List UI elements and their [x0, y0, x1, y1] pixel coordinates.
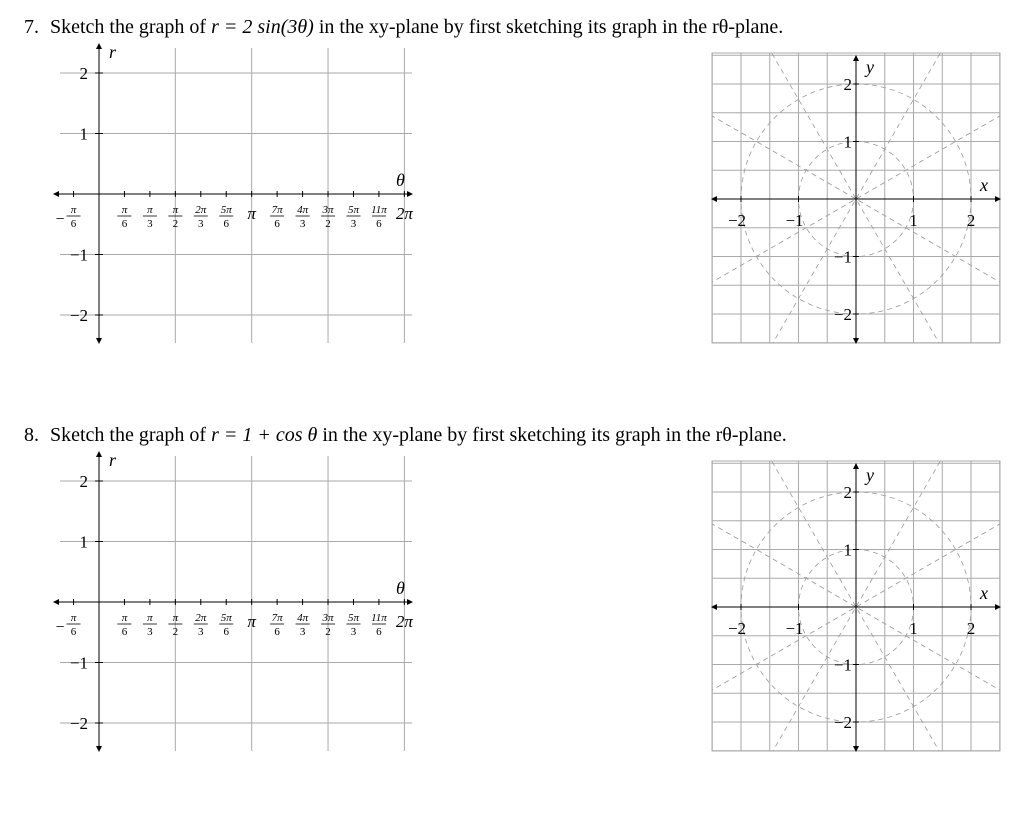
fraction-numerator: 7π: [271, 204, 283, 216]
fraction-denominator: 6: [376, 218, 382, 230]
statement-text-before: Sketch the graph of: [50, 424, 207, 446]
y-tick-label: −1: [833, 655, 852, 675]
x-tick-label: −2: [727, 619, 747, 638]
equation: r = 1 + cos θ: [211, 424, 318, 446]
fraction-denominator: 6: [121, 218, 128, 230]
fraction-denominator: 2: [172, 218, 179, 230]
fraction-numerator: π: [121, 612, 128, 624]
x-axis-label: x: [980, 175, 988, 195]
y-tick-label: 2: [843, 483, 852, 502]
y-axis-arrow: [853, 463, 859, 469]
statement-text-after: in the xy-plane by first sketching its graph in the rθ-plane.: [322, 424, 787, 446]
fraction-denominator: 3: [299, 626, 306, 638]
fraction-denominator: 6: [223, 626, 229, 638]
fraction-numerator: 5π: [347, 612, 359, 624]
statement-text-after: in the xy-plane by first sketching its graph in the rθ-plane.: [318, 16, 784, 38]
y-tick-label: 1: [843, 132, 852, 152]
problem-7: [0, 0, 1024, 410]
y-axis-arrow: [853, 55, 859, 61]
y-tick-label: −2: [833, 713, 852, 732]
theta-tick-label: π: [247, 612, 256, 631]
fraction-numerator: 4π: [297, 204, 309, 216]
x-tick-label: −1: [785, 619, 804, 638]
r-tick-label: −1: [69, 653, 88, 673]
fraction-denominator: 3: [350, 626, 357, 638]
y-axis-label: y: [866, 465, 874, 485]
problem-number: 7.: [24, 16, 39, 38]
fraction-denominator: 3: [299, 218, 306, 230]
theta-tick-label: 2π: [395, 204, 413, 223]
fraction-denominator: 3: [147, 626, 153, 638]
fraction-numerator: 2π: [195, 612, 207, 624]
fraction-denominator: 6: [70, 218, 77, 230]
y-tick-label: 1: [843, 540, 852, 560]
fraction-denominator: 3: [198, 218, 204, 230]
fraction-denominator: 2: [325, 626, 331, 638]
fraction-numerator: 7π: [271, 612, 283, 624]
fraction-numerator: 11π: [371, 612, 387, 624]
theta-axis-label: θ: [396, 170, 405, 190]
fraction-numerator: 5π: [220, 612, 232, 624]
xy-plane-graph[interactable]: [0, 0, 1024, 410]
fraction-denominator: 6: [274, 218, 280, 230]
r-tick-label: −1: [69, 245, 88, 265]
fraction-numerator: π: [147, 204, 153, 216]
fraction-numerator: 5π: [347, 204, 359, 216]
fraction-denominator: 2: [325, 218, 331, 230]
fraction-numerator: 11π: [371, 204, 387, 216]
x-tick-label: 1: [909, 211, 918, 230]
fraction-numerator: π: [172, 612, 179, 624]
fraction-numerator: 5π: [220, 204, 232, 216]
x-tick-label: −2: [727, 211, 747, 230]
y-tick-label: −1: [833, 247, 852, 267]
fraction-denominator: 3: [350, 218, 357, 230]
y-axis-label: y: [866, 57, 874, 77]
r-axis-label: r: [109, 42, 117, 62]
y-tick-label: 2: [843, 75, 852, 94]
equation: r = 2 sin(3θ): [211, 16, 314, 38]
fraction-denominator: 3: [147, 218, 153, 230]
fraction-numerator: 3π: [322, 204, 334, 216]
r-tick-label: 2: [79, 472, 88, 491]
r-tick-label: 1: [79, 124, 88, 144]
fraction-sign: −: [55, 211, 65, 228]
fraction-numerator: 2π: [195, 204, 207, 216]
fraction-denominator: 2: [172, 626, 179, 638]
x-axis-label: x: [980, 583, 988, 603]
x-tick-label: 1: [909, 619, 918, 638]
fraction-numerator: 4π: [297, 612, 309, 624]
fraction-numerator: π: [121, 204, 128, 216]
theta-axis-label: θ: [396, 578, 405, 598]
fraction-denominator: 6: [223, 218, 229, 230]
fraction-numerator: π: [147, 612, 153, 624]
statement-text-before: Sketch the graph of: [50, 16, 207, 38]
fraction-numerator: π: [70, 204, 77, 216]
fraction-denominator: 3: [198, 626, 204, 638]
fraction-sign: −: [55, 619, 65, 636]
fraction-denominator: 6: [274, 626, 280, 638]
fraction-denominator: 6: [70, 626, 77, 638]
xy-plane-graph[interactable]: [0, 408, 1024, 818]
r-tick-label: 1: [79, 532, 88, 552]
r-tick-label: −2: [69, 306, 88, 325]
x-tick-label: −1: [785, 211, 804, 230]
r-tick-label: −2: [69, 714, 88, 733]
fraction-denominator: 6: [121, 626, 128, 638]
problem-8: [0, 408, 1024, 818]
r-tick-label: 2: [79, 64, 88, 83]
theta-tick-label: 2π: [395, 612, 413, 631]
fraction-denominator: 6: [376, 626, 382, 638]
fraction-numerator: π: [70, 612, 77, 624]
x-tick-label: 2: [966, 619, 976, 638]
problem-number: 8.: [24, 424, 39, 446]
fraction-numerator: 3π: [322, 612, 334, 624]
theta-tick-label: π: [247, 204, 256, 223]
y-tick-label: −2: [833, 305, 852, 324]
fraction-numerator: π: [172, 204, 179, 216]
r-axis-label: r: [109, 450, 117, 470]
x-tick-label: 2: [966, 211, 976, 230]
